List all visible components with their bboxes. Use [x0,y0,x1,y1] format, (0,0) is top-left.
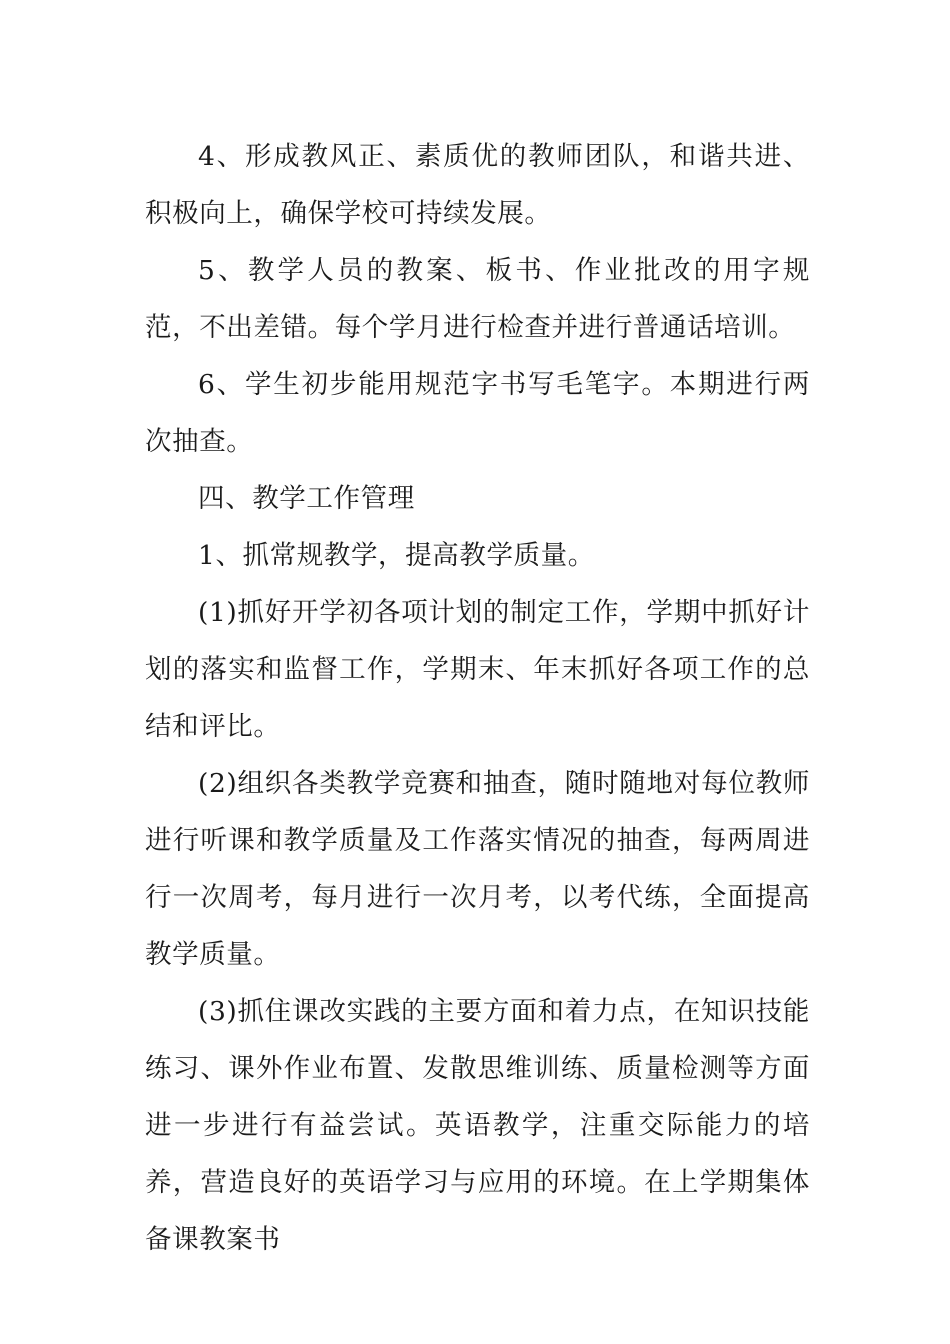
paragraph-item-1: 1、抓常规教学，提高教学质量。 [198,540,595,571]
paragraph-subitem-1: (1)抓好开学初各项计划的制定工作，学期中抓好计划的落实和监督工作，学期末、年末抓好各项工作的总结和评比。 [145,597,810,742]
paragraph-subitem-2: (2)组织各类教学竞赛和抽查，随时随地对每位教师进行听课和教学质量及工作落实情况的抽查，每两周进行一次周考，每月进行一次月考，以考代练，全面提高教学质量。 [145,768,810,970]
paragraph-goal-4: 4、形成教风正、素质优的教师团队，和谐共进、积极向上，确保学校可持续发展。 [145,141,810,229]
paragraph-subitem-3: (3)抓住课改实践的主要方面和着力点，在知识技能练习、课外作业布置、发散思维训练、质量检测等方面进一步进行有益尝试。英语教学，注重交际能力的培养，营造良好的英语学习与应用的环境。在上学期集体备课教案书 [145,996,810,1255]
section-heading-teaching-management: 四、教学工作管理 [198,483,415,514]
document-body [145,128,810,1268]
paragraph-goal-6: 6、学生初步能用规范字书写毛笔字。本期进行两次抽查。 [145,369,810,457]
paragraph-goal-5: 5、教学人员的教案、板书、作业批改的用字规范，不出差错。每个学月进行检查并进行普通话培训。 [145,255,810,343]
